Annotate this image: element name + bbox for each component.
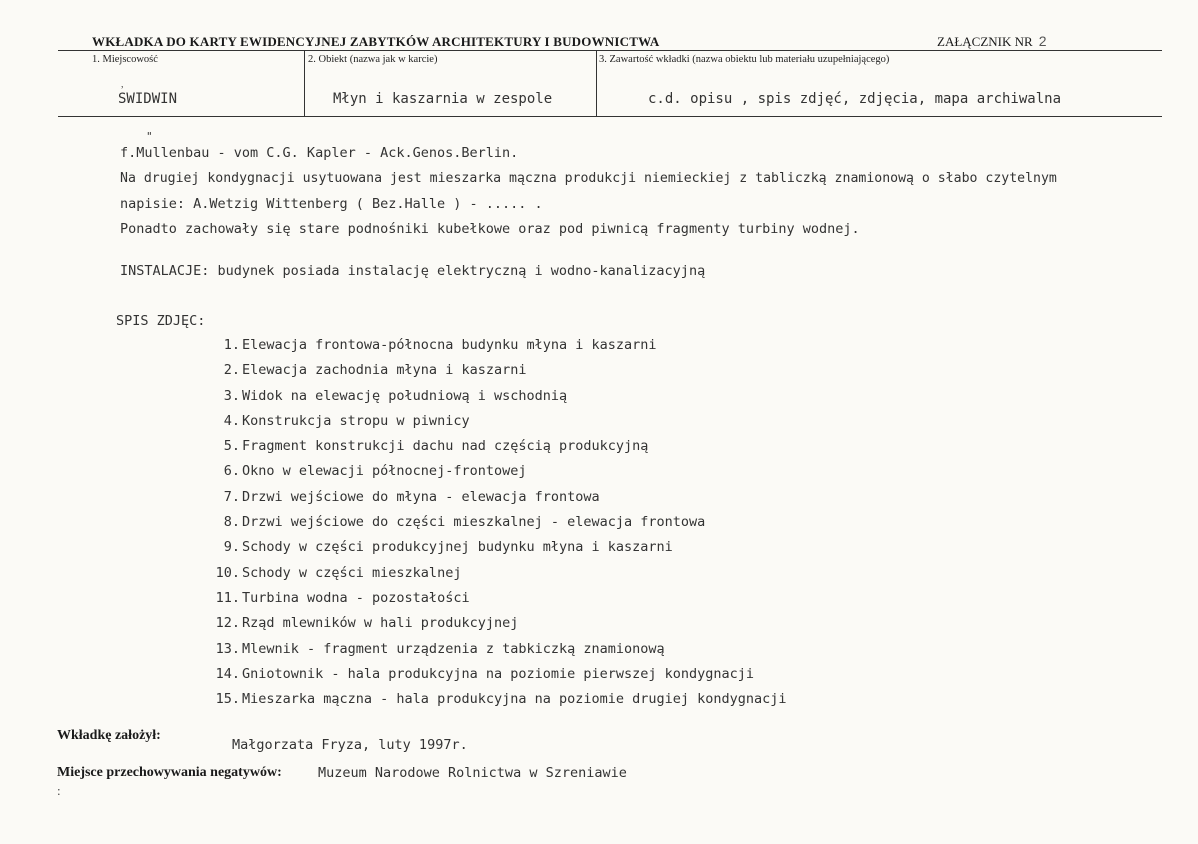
- list-item: 6. Okno w elewacji północnej-frontowej: [223, 463, 527, 480]
- list-item: 11. Turbina wodna - pozostałości: [215, 589, 470, 606]
- installations-text: INSTALACJE: budynek posiada instalację elektryczną i wodno-kanalizacyjną: [120, 263, 706, 279]
- list-item: 13. Mlewnik - fragment urządzenia z tabkiczką znamionową: [215, 640, 665, 657]
- photo-list: [200, 337, 787, 716]
- list-item: 8. Drzwi wejściowe do części mieszkalnej - elewacja frontowa: [223, 514, 706, 531]
- body-line-2: Na drugiej kondygnacji usytuowana jest mieszarka mączna produkcji niemieckiej z tabliczką znamionową o słabo czytelnym: [120, 171, 1057, 186]
- list-item: 10. Schody w części mieszkalnej: [215, 564, 462, 581]
- list-item: 14. Gniotownik - hala produkcyjna na poziomie pierwszej kondygnacji: [215, 665, 755, 682]
- annex-number: 2: [1038, 33, 1047, 49]
- list-item: 4. Konstrukcja stropu w piwnicy: [223, 412, 470, 429]
- place-label: 1. Miejscowość: [92, 54, 158, 65]
- list-item: 7. Drzwi wejściowe do młyna - elewacja frontowa: [223, 488, 600, 505]
- body-line-1: f.Mullenbau - vom C.G. Kapler - Ack.Genos.Berlin.: [120, 145, 519, 161]
- annex-label-group: [937, 33, 1046, 50]
- list-item: 15. Mieszarka mączna - hala produkcyjna na poziomie drugiej kondygnacji: [215, 691, 787, 708]
- content-value: c.d. opisu , spis zdjęć, zdjęcia, mapa archiwalna: [648, 91, 1062, 107]
- list-item: 12. Rząd mlewników w hali produkcyjnej: [215, 615, 519, 632]
- negatives-label: Miejsce przechowywania negatywów:: [57, 765, 282, 780]
- body-line-4: Ponadto zachowały się stare podnośniki kubełkowe oraz pod piwnicą fragmenty turbiny wodnej.: [120, 221, 860, 237]
- content-label: 3. Zawartość wkładki (nazwa obiektu lub materiału uzupełniającego): [599, 54, 890, 65]
- column-divider-1: [304, 50, 305, 116]
- negatives-value: Muzeum Narodowe Rolnictwa w Szreniawie: [318, 765, 627, 781]
- photo-list-heading: SPIS ZDJĘC:: [116, 313, 206, 329]
- form-title: WKŁADKA DO KARTY EWIDENCYJNEJ ZABYTKÓW ARCHITEKTURY I BUDOWNICTWA: [92, 34, 660, 49]
- header-top-rule: [58, 50, 1162, 51]
- place-value: SWIDWIN: [118, 91, 178, 107]
- object-value: Młyn i kaszarnia w zespole: [333, 91, 553, 107]
- column-divider-2: [596, 50, 597, 116]
- list-item: 5. Fragment konstrukcji dachu nad częścią produkcyjną: [223, 438, 649, 455]
- list-item: 1. Elewacja frontowa-północna budynku młyna i kaszarni: [223, 337, 657, 353]
- list-item: 9. Schody w części produkcyjnej budynku młyna i kaszarni: [223, 539, 673, 556]
- list-item: 3. Widok na elewację południową i wschodnią: [223, 387, 568, 404]
- body-line-3: napisie: A.Wetzig Wittenberg ( Bez.Halle ) - ..... .: [120, 196, 543, 212]
- annex-label: ZAŁĄCZNIK NR: [937, 34, 1033, 49]
- umlaut-mark: ": [146, 130, 153, 143]
- object-label: 2. Obiekt (nazwa jak w karcie): [308, 54, 438, 65]
- accent-mark: ,: [121, 79, 124, 90]
- colon-mark: :: [57, 783, 61, 798]
- list-item: 2. Elewacja zachodnia młyna i kaszarni: [223, 362, 527, 379]
- author-label: Wkładkę założył:: [57, 728, 161, 743]
- author-value: Małgorzata Fryza, luty 1997r.: [232, 737, 468, 753]
- header-bottom-rule: [58, 116, 1162, 117]
